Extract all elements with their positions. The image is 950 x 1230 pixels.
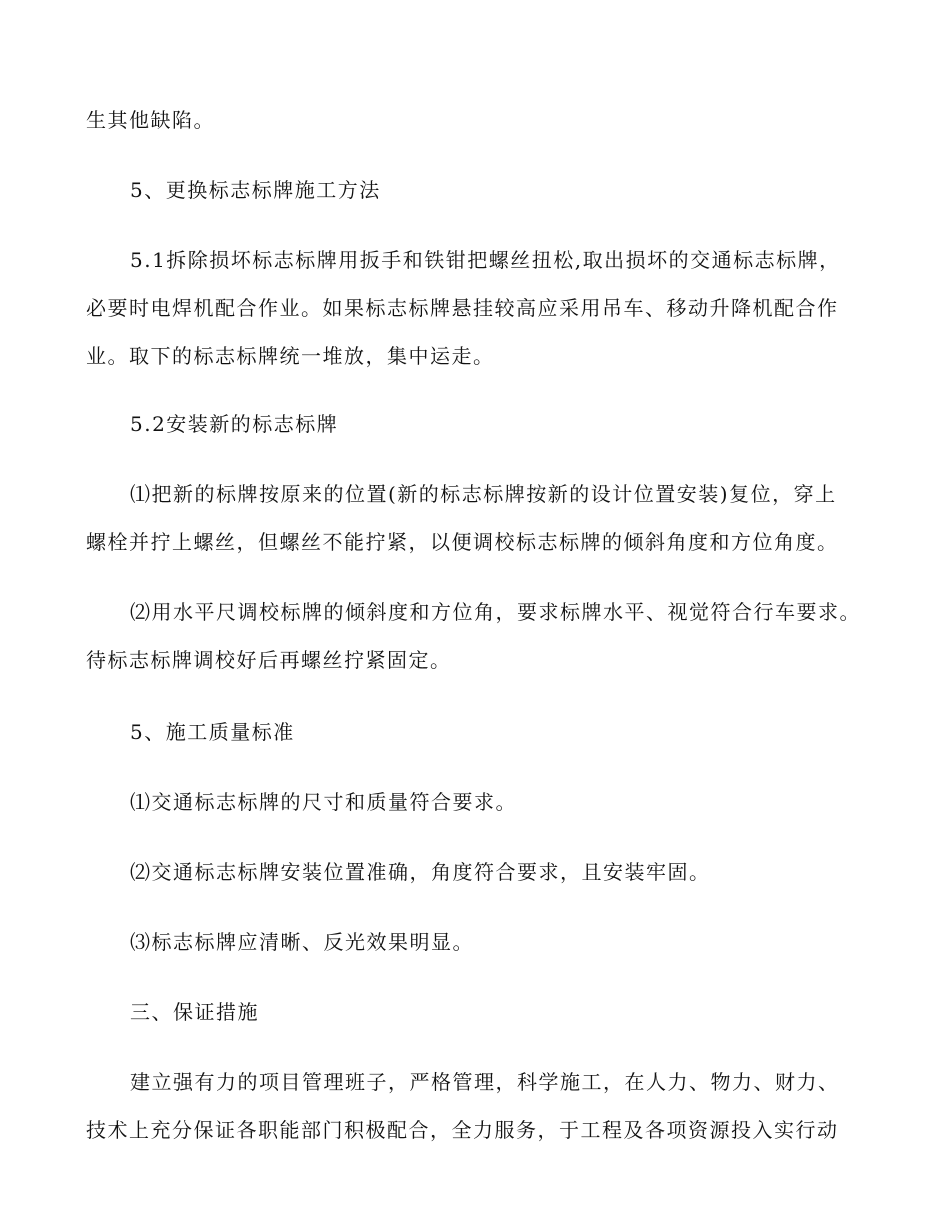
text-line: ⑴把新的标牌按原来的位置(新的标志标牌按新的设计位置安装)复位，穿上 — [130, 482, 837, 506]
text-line: 5.2安装新的标志标牌 — [130, 412, 339, 436]
quality-item-2 — [86, 848, 866, 896]
paragraph-guarantee — [86, 1058, 866, 1154]
section-heading-replace-signs — [86, 166, 866, 214]
text-line: 生其他缺陷。 — [86, 108, 215, 132]
text-line: 技术上充分保证各职能部门积极配合，全力服务，于工程及各项资源投入实行动 — [86, 1118, 839, 1142]
text-line: ⑶标志标牌应清晰、反光效果明显。 — [130, 930, 474, 954]
list-item-1 — [86, 470, 866, 566]
paragraph-continuation — [86, 96, 866, 144]
text-line: 必要时电焊机配合作业。如果标志标牌悬挂较高应采用吊车、移动升降机配合作 — [86, 296, 839, 320]
text-line: 待标志标牌调校好后再螺丝拧紧固定。 — [86, 648, 452, 672]
text-line: 5、更换标志标牌施工方法 — [130, 178, 381, 202]
text-line: 5、施工质量标准 — [130, 720, 295, 744]
text-line: 业。取下的标志标牌统一堆放，集中运走。 — [86, 344, 495, 368]
section-heading-guarantee — [86, 988, 866, 1036]
text-line: ⑵用水平尺调校标牌的倾斜度和方位角，要求标牌水平、视觉符合行车要求。 — [130, 600, 861, 624]
section-heading-quality — [86, 708, 866, 756]
text-line: 螺栓并拧上螺丝，但螺丝不能拧紧，以便调校标志标牌的倾斜角度和方位角度。 — [86, 530, 839, 554]
quality-item-3 — [86, 918, 866, 966]
paragraph-5-1 — [86, 236, 866, 380]
subheading-5-2 — [86, 400, 866, 448]
text-line: 建立强有力的项目管理班子，严格管理，科学施工，在人力、物力、财力、 — [130, 1070, 840, 1094]
list-item-2 — [86, 588, 866, 684]
text-line: 5.1拆除损坏标志标牌用扳手和铁钳把螺丝扭松,取出损坏的交通标志标牌， — [130, 248, 841, 272]
text-line: ⑵交通标志标牌安装位置准确，角度符合要求，且安装牢固。 — [130, 860, 711, 884]
quality-item-1 — [86, 778, 866, 826]
text-line: 三、保证措施 — [130, 1000, 259, 1024]
text-line: ⑴交通标志标牌的尺寸和质量符合要求。 — [130, 790, 517, 814]
